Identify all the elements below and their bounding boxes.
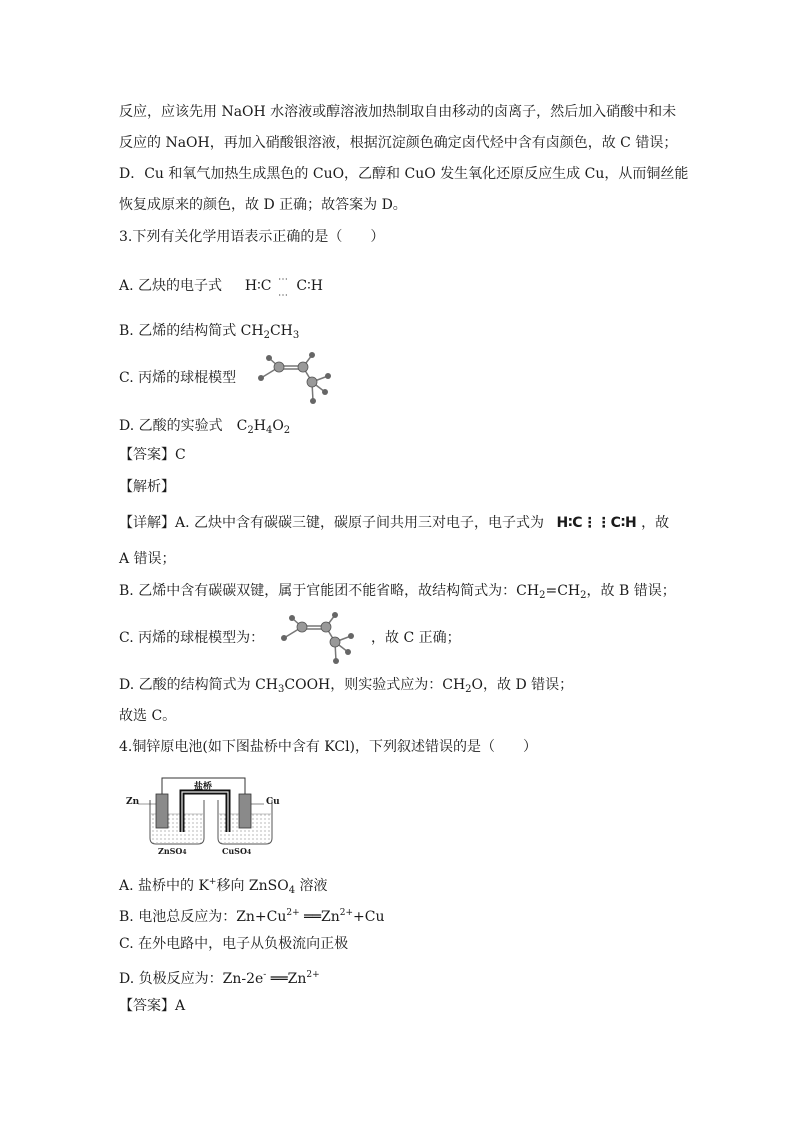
option-d xyxy=(119,416,290,441)
answer-label: 【答案】C xyxy=(119,447,186,463)
detail-a-text: 【详解】A. 乙炔中含有碳碳三键，碳原子间共用三对电子，电子式为 xyxy=(119,515,545,531)
q4-option-d xyxy=(119,965,320,989)
detail-d xyxy=(119,675,573,700)
superscript: 2+ xyxy=(286,908,300,918)
analysis-label: 【解析】 xyxy=(119,479,175,495)
propene-ball-stick-model xyxy=(278,606,358,670)
acetylene-formula-right: C∶H xyxy=(296,278,323,294)
paragraph-line: 恢复成原来的颜色，故 D 正确；故答案为 D。 xyxy=(119,197,407,213)
q4-option-b-text: B. 电池总反应为：Zn+Cu xyxy=(119,909,287,925)
detail-a xyxy=(119,513,669,533)
znso4-label xyxy=(158,846,187,856)
option-b xyxy=(119,321,299,346)
question-3-stem: 3.下列有关化学用语表示正确的是（ ） xyxy=(119,229,385,245)
paragraph-line: D．Cu 和氧气加热生成黑色的 CuO，乙醇和 CuO 发生氧化还原反应生成 Cu，从而铜丝能 xyxy=(119,166,689,182)
q4-option-d-text: D. 负极反应为：Zn-2e xyxy=(119,971,264,987)
subscript: 2 xyxy=(539,590,546,601)
detail-b-text: =CH xyxy=(545,583,581,599)
subscript: 4 xyxy=(182,849,187,856)
cu-label: Cu xyxy=(266,797,280,807)
option-b-text: CH xyxy=(269,323,293,339)
subscript: 2 xyxy=(283,425,291,436)
q4-option-a-text: 溶液 xyxy=(295,878,328,894)
propene-ball-stick-model xyxy=(255,346,335,410)
option-d-text: O xyxy=(272,418,284,434)
subscript: 2 xyxy=(465,684,472,695)
q4-option-b-text: +Cu xyxy=(353,909,385,925)
q4-option-d-text: ══Zn xyxy=(266,971,307,987)
option-d-text: D. 乙酸的实验式 C xyxy=(119,418,248,434)
detail-d-text: D. 乙酸的结构简式为 CH xyxy=(119,677,278,693)
superscript: + xyxy=(208,877,217,887)
subscript: 4 xyxy=(265,425,273,436)
detail-b-text: ，故 B 错误； xyxy=(586,583,676,599)
detail-c-text: ，故 C 正确； xyxy=(371,630,461,646)
detail-d-text: O，故 D 错误； xyxy=(471,677,574,693)
q4-option-c: C. 在外电路中，电子从负极流向正极 xyxy=(119,936,349,952)
subscript: 3 xyxy=(292,330,300,341)
superscript: 2+ xyxy=(339,908,354,918)
detail-c-text: C. 丙烯的球棍模型为： xyxy=(119,630,265,646)
paragraph-line: 反应的 NaOH，再加入硝酸银溶液，根据沉淀颜色确定卤代烃中含有卤颜色，故 C 错误； xyxy=(119,135,678,151)
detail-a-continued: A 错误； xyxy=(119,551,176,567)
detail-b-text: B. 乙烯中含有碳碳双键，属于官能团不能省略，故结构简式为：CH xyxy=(119,583,540,599)
subscript: 4 xyxy=(246,849,252,856)
detail-b xyxy=(119,581,676,606)
subscript: 2 xyxy=(263,330,270,341)
q4-option-b-text: ══Zn xyxy=(299,909,340,925)
option-b-text: B. 乙烯的结构简式 CH xyxy=(119,323,264,339)
subscript: 2 xyxy=(580,590,587,601)
znso4-text: ZnSO xyxy=(158,846,183,856)
conclusion: 故选 C。 xyxy=(119,708,177,724)
zn-label: Zn xyxy=(126,797,140,807)
superscript: 2+ xyxy=(306,970,320,980)
question-4-stem: 4.铜锌原电池(如下图盐桥中含有 KCl)，下列叙述错误的是（ ） xyxy=(119,739,538,755)
option-a xyxy=(119,274,323,301)
cuso4-text: CuSO xyxy=(222,846,247,856)
superscript: - xyxy=(263,970,267,980)
triple-dots-icon: ⋯ ⋯ xyxy=(277,274,289,301)
q4-option-a-text: A. 盐桥中的 K xyxy=(119,878,209,894)
q4-answer-label: 【答案】A xyxy=(119,998,186,1014)
acetylene-bold-formula: H∶C⋮⋮C∶H xyxy=(556,515,637,531)
q4-option-a-text: 移向 ZnSO xyxy=(216,878,289,894)
q4-option-a xyxy=(119,872,328,901)
option-c: C. 丙烯的球棍模型 xyxy=(119,370,237,386)
salt-bridge-label: 盐桥 xyxy=(194,782,213,792)
subscript: 3 xyxy=(278,684,285,695)
cuso4-label xyxy=(222,846,251,856)
option-a-label: A. 乙炔的电子式 xyxy=(119,278,223,294)
subscript: 4 xyxy=(288,885,296,896)
q4-option-b xyxy=(119,903,385,927)
detail-a-text: ，故 xyxy=(641,515,670,531)
detail-d-text: COOH，则实验式应为：CH xyxy=(284,677,466,693)
paragraph-line: 反应，应该先用 NaOH 水溶液或醇溶液加热制取自由移动的卤离子，然后加入硝酸中和未 xyxy=(119,104,677,120)
acetylene-formula-left: H∶C xyxy=(244,278,272,294)
subscript: 2 xyxy=(247,425,254,436)
option-d-text: H xyxy=(253,418,266,434)
